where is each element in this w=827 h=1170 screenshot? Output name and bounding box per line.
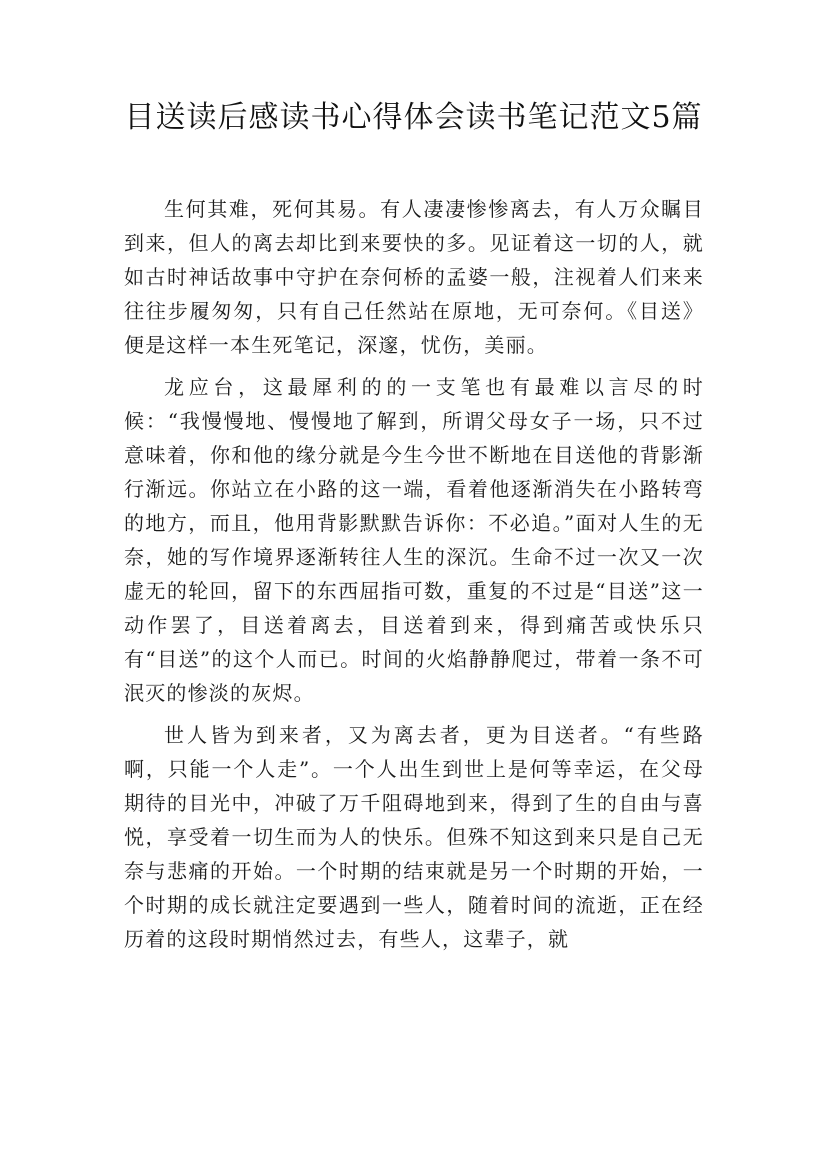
paragraph-3: 世人皆为到来者，又为离去者，更为目送者。“有些路啊，只能一个人走”。一个人出生到世上是何等幸运，在父母期待的目光中，冲破了万千阻碍地到来，得到了生的自由与喜悦，享受着一切生而为人的快乐。但殊不知这到来只是自己无奈与悲痛的开始。一个时期的结束就是另一个时期的开始，一个时期的成长就注定要遇到一些人，随着时间的流逝，正在经历着的这段时期悄然过去，有些人，这辈子，就 xyxy=(124,723,704,951)
document-body xyxy=(124,192,704,964)
paragraph-2: 龙应台，这最犀利的的一支笔也有最难以言尽的时候：“我慢慢地、慢慢地了解到，所谓父母女子一场，只不过意味着，你和他的缘分就是今生今世不断地在目送他的背影渐行渐远。你站立在小路的这一端，看着他逐渐消失在小路转弯的地方，而且，他用背影默默告诉你：不必追。”面对人生的无奈，她的写作境界逐渐转往人生的深沉。生命不过一次又一次虚无的轮回，留下的东西屈指可数，重复的不过是“目送”这一动作罢了，目送着离去，目送着到来，得到痛苦或快乐只有“目送”的这个人而已。时间的火焰静静爬过，带着一条不可泯灭的惨淡的灰烬。 xyxy=(124,375,704,705)
paragraph-1: 生何其难，死何其易。有人凄凄惨惨离去，有人万众瞩目到来，但人的离去却比到来要快的多。见证着这一切的人，就如古时神话故事中守护在奈何桥的孟婆一般，注视着人们来来往往步履匆匆，只有自己任然站在原地，无可奈何。《目送》便是这样一本生死笔记，深邃，忧伤，美丽。 xyxy=(124,197,704,357)
document-title: 目送读后感读书心得体会读书笔记范文5篇 xyxy=(124,100,703,135)
